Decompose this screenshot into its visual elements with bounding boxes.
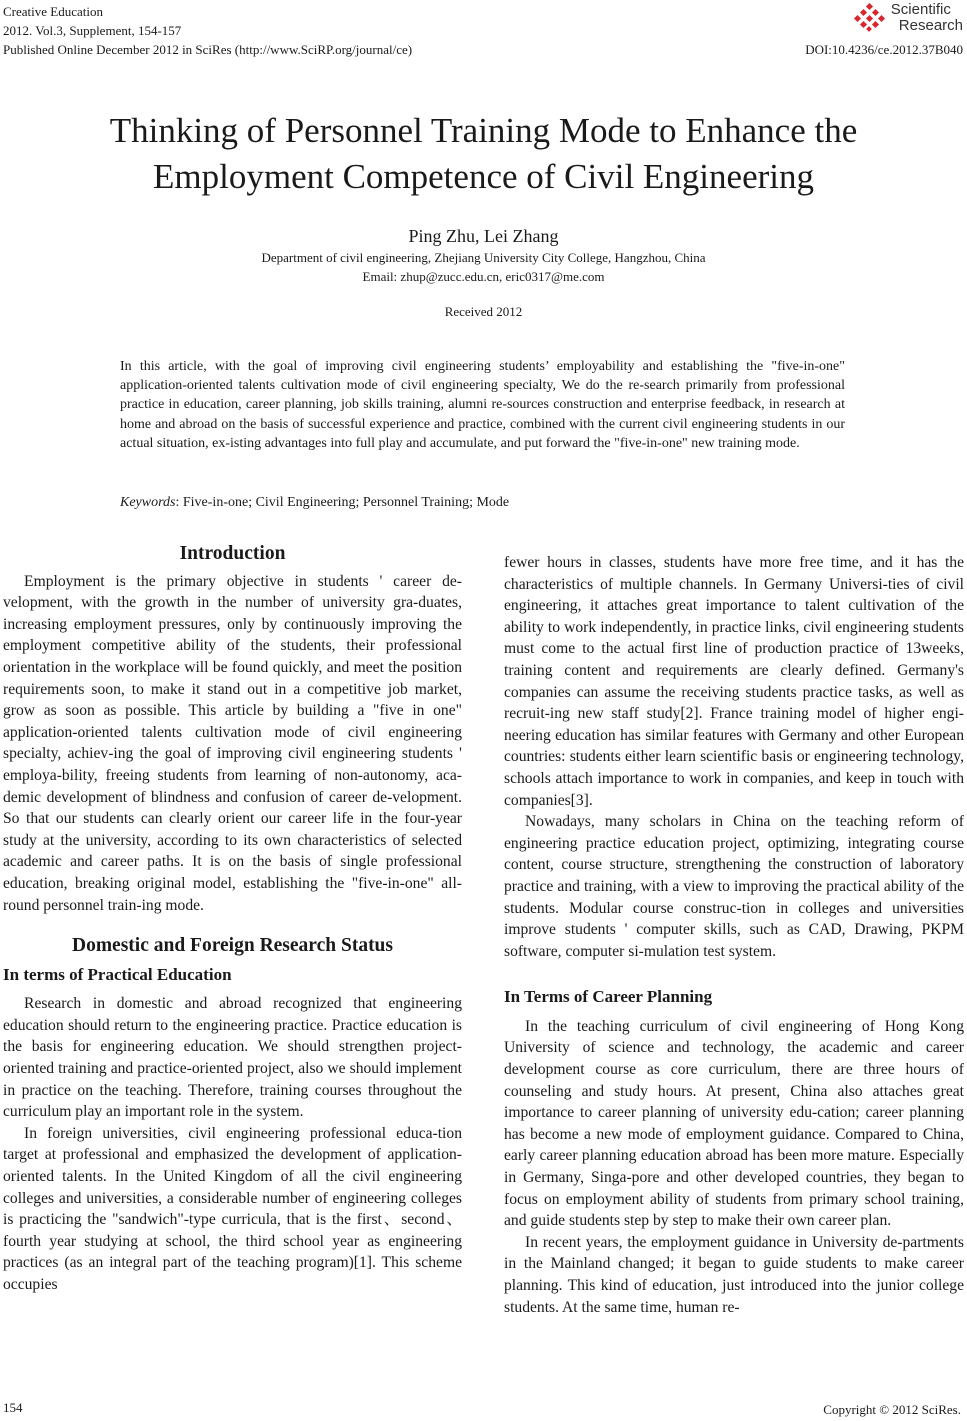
section-heading-introduction: Introduction — [179, 543, 286, 564]
abstract: In this article, with the goal of improving civil engineering students’ employability and establishing the "five-in-one" application-oriented talents cultivation mode of civil engineering specialty, We do the re-search primarily from professional practice in education, career planning, job skills training, alumni re-sources construction and enterprise feedback, in research at home and abroad on the basis of successful experience and practice, combined with the current civil engineering students in our actual situation, ex-isting advantages into full play and accumulate, and put forward the "five-in-one" new training mode. — [120, 359, 845, 451]
keywords-label: Keywords — [120, 495, 176, 510]
publisher-logo — [853, 0, 963, 36]
logo-text — [891, 2, 963, 34]
affiliation-block — [0, 248, 967, 286]
page-number: 154 — [3, 1400, 23, 1415]
continued-paragraph: fewer hours in classes, students have more free time, and it has the characteristics of multiple channels. In Germany Universi-ties of civil engineering, it attaches great importance to talent cultivation of the ability to work independently, in practice links, civil engineering students must come to the actual first line of production practice of 13weeks, training content and requirements are clearly defined. Germany's companies can assume the receiving students practice tasks, as well as recruit-ing new staff study[2]. France training model of higher engi-neering education has similar features with Germany and other European countries: students either learn scientific basis or engineering technology, schools attach importance to work in companies, and keep in touch with companies[3]. — [504, 554, 964, 809]
keywords-list: : Five-in-one; Civil Engineering; Personnel Training; Mode — [175, 495, 510, 510]
volume-info: 2012. Vol.3, Supplement, 154-157 — [3, 23, 182, 38]
received-date: Received 2012 — [444, 304, 523, 319]
section-heading-research-status: Domestic and Foreign Research Status — [71, 935, 393, 957]
subsection-heading-practical-education: In terms of Practical Education — [3, 964, 232, 984]
running-header — [3, 2, 412, 59]
paper-title — [0, 108, 967, 200]
china-reform-paragraph: Nowadays, many scholars in China on the teaching reform of engineering practice education project, optimizing, integrating course content, course structure, strengthening the construction of laboratory practice and training, with a view to improving the practical ability of the students. Modular course construc-tion in colleges and universities improve students ' computer skills, such as CAD, Drawing, PKPM software, computer si-mulation test system. — [504, 813, 964, 960]
practical-paragraph-2: In foreign universities, civil engineering professional educa-tion target at professional and emphasized the development of application-oriented talents. In the United Kingdom of all the civil engineering colleges and universities, a considerable number of engineering colleges is practicing the "sandwich"-type curricula, that is the first、second、fourth year studying at school, the third school year as engineering practices (as an integral part of the teaching program)[1]. This scheme occupies — [3, 1124, 462, 1293]
affiliation: Department of civil engineering, Zhejiang University City College, Hangzhou, China — [261, 250, 706, 265]
authors: Ping Zhu, Lei Zhang — [408, 226, 559, 246]
right-column — [504, 552, 964, 1318]
scientific-research-logo-icon — [853, 3, 889, 33]
intro-paragraph: Employment is the primary objective in students ' career de-velopment, with the growth in the number of university gra-duates, increasing employment pressures, only by continuously improving the employment competitive ability of the students, their professional orientation in the workplace will be found quickly, and meet the position requirements soon, to make it stand out in a competitive job market, grow as soon as possible. This article by building a "five in one" application-oriented talents cultivation mode of civil engineering specialty, achiev-ing the goal of improving civil engineering students ' employa-bility, freeing students from learning of non-autonomy, aca-demic development of blindness and confusion of career de-velopment. So that our students can clearly orient our career life in the four-year study at the university, according to its own characteristics of selected academic and career paths. It is on the basis of single professional education, breaking original model, establishing the "five-in-one" all-round personnel train-ing mode. — [3, 572, 462, 914]
logo-line-2: Research — [898, 17, 963, 34]
journal-name: Creative Education — [3, 4, 103, 19]
logo-line-1: Scientific — [890, 1, 951, 18]
career-paragraph-2: In recent years, the employment guidance in University de-partments in the Mainland changed; it began to guide students to make career planning. This kind of education, just introduced into the junior college students. At the same time, human re- — [504, 1233, 964, 1316]
career-paragraph-1: In the teaching curriculum of civil engineering of Hong Kong University of science and technology, the academic and career development course as core curriculum, there are three hours of counseling and study hours. At present, China also attaches great importance to career planning of university edu-cation; career planning has become a new mode of employment guidance. Compared to China, early career planning education abroad has been more mature. Especially in Germany, Singa-pore and other developed countries, they began to focus on employment ability of students from primary school training, and guide students step by step to make their own career plan. — [504, 1017, 964, 1230]
title-line-1: Thinking of Personnel Training Mode to Enhance the — [109, 111, 858, 150]
publication-info: Published Online December 2012 in SciRes (http://www.SciRP.org/journal/ce) — [3, 42, 413, 57]
subsection-heading-career-planning: In Terms of Career Planning — [504, 987, 713, 1007]
title-line-2: Employment Competence of Civil Engineering — [153, 157, 814, 196]
left-column — [3, 543, 462, 1296]
keywords — [120, 495, 845, 511]
practical-paragraph-1: Research in domestic and abroad recognized that engineering education should return to the engineering practice. Practice education is the basis for engineering education. We should strengthen project-oriented training and practice-oriented project, also we should implement in practice on the teaching. Therefore, training courses throughout the curriculum play an important role in the system. — [3, 995, 462, 1121]
doi: DOI:10.4236/ce.2012.37B040 — [805, 42, 963, 57]
copyright: Copyright © 2012 SciRes. — [823, 1402, 961, 1417]
email: Email: zhup@zucc.edu.cn, eric0317@me.com — [362, 269, 605, 284]
